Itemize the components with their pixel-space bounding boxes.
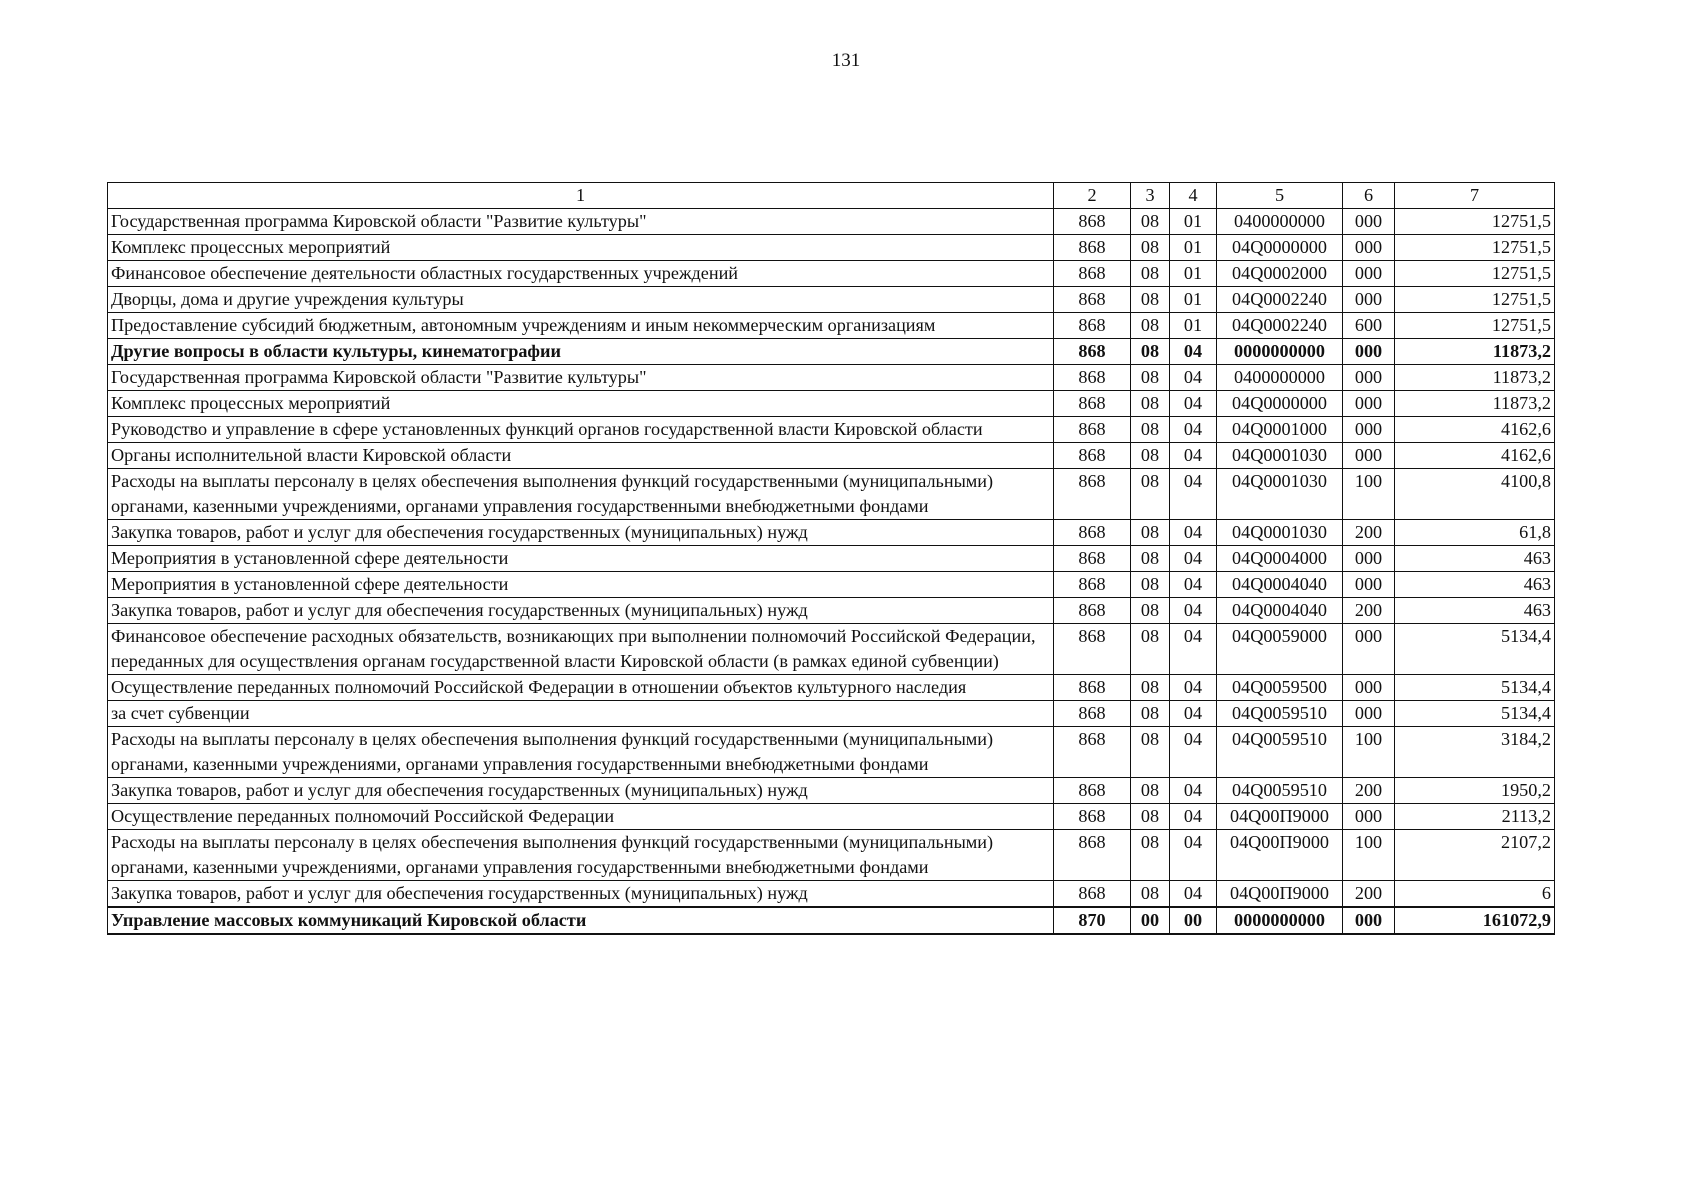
target-article-code: 0000000000 xyxy=(1217,339,1343,365)
table-row xyxy=(108,261,1555,287)
amount: 12751,5 xyxy=(1395,313,1555,339)
target-article-code: 04Q0059510 xyxy=(1217,778,1343,804)
subsection-code: 04 xyxy=(1170,675,1217,701)
subsection-code: 01 xyxy=(1170,209,1217,235)
amount: 4162,6 xyxy=(1395,417,1555,443)
target-article-code: 04Q0059510 xyxy=(1217,727,1343,778)
amount: 2107,2 xyxy=(1395,830,1555,881)
target-article-code: 04Q0004040 xyxy=(1217,572,1343,598)
expense-type-code: 000 xyxy=(1343,339,1395,365)
subsection-code: 04 xyxy=(1170,365,1217,391)
ministry-code: 868 xyxy=(1054,598,1131,624)
section-code: 08 xyxy=(1131,881,1170,908)
subsection-code: 04 xyxy=(1170,469,1217,520)
table-header-row xyxy=(108,183,1555,209)
section-code: 08 xyxy=(1131,391,1170,417)
expense-type-code: 000 xyxy=(1343,624,1395,675)
subsection-code: 04 xyxy=(1170,624,1217,675)
ministry-code: 868 xyxy=(1054,287,1131,313)
amount: 3184,2 xyxy=(1395,727,1555,778)
table-row xyxy=(108,624,1555,675)
subsection-code: 04 xyxy=(1170,339,1217,365)
row-name: Осуществление переданных полномочий Российской Федерации в отношении объектов культурного наследия xyxy=(108,675,1054,701)
section-code: 08 xyxy=(1131,339,1170,365)
amount: 6 xyxy=(1395,881,1555,908)
target-article-code: 04Q0002240 xyxy=(1217,313,1343,339)
expense-type-code: 000 xyxy=(1343,365,1395,391)
section-code: 08 xyxy=(1131,365,1170,391)
table-row xyxy=(108,313,1555,339)
section-code: 08 xyxy=(1131,235,1170,261)
section-code: 08 xyxy=(1131,209,1170,235)
target-article-code: 04Q0000000 xyxy=(1217,235,1343,261)
amount: 12751,5 xyxy=(1395,235,1555,261)
row-name: Закупка товаров, работ и услуг для обеспечения государственных (муниципальных) нужд xyxy=(108,520,1054,546)
header-col-6: 6 xyxy=(1343,183,1395,209)
subsection-code: 01 xyxy=(1170,235,1217,261)
subsection-code: 04 xyxy=(1170,520,1217,546)
header-col-3: 3 xyxy=(1131,183,1170,209)
expense-type-code: 000 xyxy=(1343,675,1395,701)
subsection-code: 01 xyxy=(1170,261,1217,287)
target-article-code: 04Q0001030 xyxy=(1217,443,1343,469)
amount: 4100,8 xyxy=(1395,469,1555,520)
target-article-code: 0400000000 xyxy=(1217,365,1343,391)
amount: 2113,2 xyxy=(1395,804,1555,830)
target-article-code: 0000000000 xyxy=(1217,907,1343,934)
ministry-code: 868 xyxy=(1054,572,1131,598)
subsection-code: 04 xyxy=(1170,830,1217,881)
section-code: 08 xyxy=(1131,520,1170,546)
row-name: Другие вопросы в области культуры, кинематографии xyxy=(108,339,1054,365)
target-article-code: 04Q0002000 xyxy=(1217,261,1343,287)
ministry-code: 868 xyxy=(1054,881,1131,908)
subsection-code: 04 xyxy=(1170,881,1217,908)
ministry-code: 868 xyxy=(1054,546,1131,572)
header-col-4: 4 xyxy=(1170,183,1217,209)
expense-type-code: 000 xyxy=(1343,235,1395,261)
subsection-code: 04 xyxy=(1170,727,1217,778)
ministry-code: 868 xyxy=(1054,365,1131,391)
row-name: Органы исполнительной власти Кировской области xyxy=(108,443,1054,469)
section-code: 00 xyxy=(1131,907,1170,934)
row-name: Предоставление субсидий бюджетным, автономным учреждениям и иным некоммерческим организациям xyxy=(108,313,1054,339)
amount: 161072,9 xyxy=(1395,907,1555,934)
row-name: Финансовое обеспечение расходных обязательств, возникающих при выполнении полномочий Российской Федерации, переданных для осуществления органам государственной власти Кировской области (в рамках единой субвенции) xyxy=(108,624,1054,675)
section-code: 08 xyxy=(1131,287,1170,313)
ministry-code: 868 xyxy=(1054,727,1131,778)
ministry-code: 868 xyxy=(1054,520,1131,546)
row-name: Управление массовых коммуникаций Кировской области xyxy=(108,907,1054,934)
subsection-code: 04 xyxy=(1170,778,1217,804)
expense-type-code: 200 xyxy=(1343,881,1395,908)
ministry-code: 870 xyxy=(1054,907,1131,934)
subsection-code: 04 xyxy=(1170,546,1217,572)
target-article-code: 04Q00П9000 xyxy=(1217,830,1343,881)
row-name: Финансовое обеспечение деятельности областных государственных учреждений xyxy=(108,261,1054,287)
ministry-code: 868 xyxy=(1054,624,1131,675)
subsection-code: 04 xyxy=(1170,804,1217,830)
table-row xyxy=(108,804,1555,830)
table-row xyxy=(108,287,1555,313)
subsection-code: 04 xyxy=(1170,417,1217,443)
table-row xyxy=(108,469,1555,520)
table-row xyxy=(108,235,1555,261)
ministry-code: 868 xyxy=(1054,339,1131,365)
table-body xyxy=(108,209,1555,935)
section-code: 08 xyxy=(1131,313,1170,339)
target-article-code: 04Q0059000 xyxy=(1217,624,1343,675)
amount: 463 xyxy=(1395,546,1555,572)
expense-type-code: 000 xyxy=(1343,443,1395,469)
expense-type-code: 200 xyxy=(1343,778,1395,804)
row-name: Расходы на выплаты персоналу в целях обеспечения выполнения функций государственными (муниципальными) органами, казенными учреждениями, органами управления государственными внебюджетными фондами xyxy=(108,830,1054,881)
header-col-1: 1 xyxy=(108,183,1054,209)
ministry-code: 868 xyxy=(1054,804,1131,830)
target-article-code: 04Q00П9000 xyxy=(1217,804,1343,830)
target-article-code: 04Q0059510 xyxy=(1217,701,1343,727)
row-name: Закупка товаров, работ и услуг для обеспечения государственных (муниципальных) нужд xyxy=(108,598,1054,624)
expense-type-code: 000 xyxy=(1343,572,1395,598)
table-row xyxy=(108,830,1555,881)
table-row xyxy=(108,417,1555,443)
target-article-code: 0400000000 xyxy=(1217,209,1343,235)
subsection-code: 00 xyxy=(1170,907,1217,934)
section-code: 08 xyxy=(1131,469,1170,520)
section-code: 08 xyxy=(1131,778,1170,804)
subsection-code: 01 xyxy=(1170,287,1217,313)
table-row xyxy=(108,520,1555,546)
expense-type-code: 200 xyxy=(1343,598,1395,624)
ministry-code: 868 xyxy=(1054,701,1131,727)
row-name: Мероприятия в установленной сфере деятельности xyxy=(108,546,1054,572)
table-row xyxy=(108,339,1555,365)
header-col-2: 2 xyxy=(1054,183,1131,209)
expense-type-code: 000 xyxy=(1343,287,1395,313)
target-article-code: 04Q0002240 xyxy=(1217,287,1343,313)
page-number: 131 xyxy=(831,50,861,71)
ministry-code: 868 xyxy=(1054,313,1131,339)
ministry-code: 868 xyxy=(1054,675,1131,701)
section-code: 08 xyxy=(1131,417,1170,443)
header-col-7: 7 xyxy=(1395,183,1555,209)
expense-type-code: 200 xyxy=(1343,520,1395,546)
expense-type-code: 600 xyxy=(1343,313,1395,339)
ministry-code: 868 xyxy=(1054,235,1131,261)
table-row xyxy=(108,391,1555,417)
amount: 5134,4 xyxy=(1395,624,1555,675)
row-name: Расходы на выплаты персоналу в целях обеспечения выполнения функций государственными (муниципальными) органами, казенными учреждениями, органами управления государственными внебюджетными фондами xyxy=(108,727,1054,778)
expense-type-code: 100 xyxy=(1343,469,1395,520)
ministry-code: 868 xyxy=(1054,778,1131,804)
amount: 463 xyxy=(1395,598,1555,624)
target-article-code: 04Q0059500 xyxy=(1217,675,1343,701)
subsection-code: 04 xyxy=(1170,391,1217,417)
row-name: Государственная программа Кировской области "Развитие культуры" xyxy=(108,365,1054,391)
section-code: 08 xyxy=(1131,830,1170,881)
table-row xyxy=(108,701,1555,727)
amount: 11873,2 xyxy=(1395,339,1555,365)
table-row xyxy=(108,572,1555,598)
subsection-code: 04 xyxy=(1170,701,1217,727)
table-row xyxy=(108,881,1555,908)
amount: 5134,4 xyxy=(1395,701,1555,727)
expense-type-code: 100 xyxy=(1343,727,1395,778)
ministry-code: 868 xyxy=(1054,209,1131,235)
target-article-code: 04Q0004040 xyxy=(1217,598,1343,624)
section-code: 08 xyxy=(1131,624,1170,675)
amount: 4162,6 xyxy=(1395,443,1555,469)
table-row xyxy=(108,365,1555,391)
table-row xyxy=(108,907,1555,934)
amount: 12751,5 xyxy=(1395,209,1555,235)
table-row xyxy=(108,443,1555,469)
target-article-code: 04Q0001030 xyxy=(1217,469,1343,520)
subsection-code: 04 xyxy=(1170,598,1217,624)
ministry-code: 868 xyxy=(1054,391,1131,417)
row-name: Руководство и управление в сфере установленных функций органов государственной власти Кировской области xyxy=(108,417,1054,443)
row-name: Закупка товаров, работ и услуг для обеспечения государственных (муниципальных) нужд xyxy=(108,881,1054,908)
section-code: 08 xyxy=(1131,701,1170,727)
section-code: 08 xyxy=(1131,261,1170,287)
row-name: Государственная программа Кировской области "Развитие культуры" xyxy=(108,209,1054,235)
ministry-code: 868 xyxy=(1054,443,1131,469)
target-article-code: 04Q0001030 xyxy=(1217,520,1343,546)
amount: 11873,2 xyxy=(1395,391,1555,417)
amount: 1950,2 xyxy=(1395,778,1555,804)
expense-type-code: 100 xyxy=(1343,830,1395,881)
row-name: Осуществление переданных полномочий Российской Федерации xyxy=(108,804,1054,830)
ministry-code: 868 xyxy=(1054,469,1131,520)
target-article-code: 04Q00П9000 xyxy=(1217,881,1343,908)
table-row xyxy=(108,778,1555,804)
section-code: 08 xyxy=(1131,675,1170,701)
subsection-code: 04 xyxy=(1170,443,1217,469)
row-name: за счет субвенции xyxy=(108,701,1054,727)
section-code: 08 xyxy=(1131,572,1170,598)
ministry-code: 868 xyxy=(1054,830,1131,881)
table-row xyxy=(108,546,1555,572)
amount: 11873,2 xyxy=(1395,365,1555,391)
row-name: Мероприятия в установленной сфере деятельности xyxy=(108,572,1054,598)
section-code: 08 xyxy=(1131,804,1170,830)
table-row xyxy=(108,209,1555,235)
section-code: 08 xyxy=(1131,443,1170,469)
expense-type-code: 000 xyxy=(1343,261,1395,287)
section-code: 08 xyxy=(1131,598,1170,624)
row-name: Расходы на выплаты персоналу в целях обеспечения выполнения функций государственными (муниципальными) органами, казенными учреждениями, органами управления государственными внебюджетными фондами xyxy=(108,469,1054,520)
expense-type-code: 000 xyxy=(1343,546,1395,572)
expense-type-code: 000 xyxy=(1343,701,1395,727)
row-name: Дворцы, дома и другие учреждения культуры xyxy=(108,287,1054,313)
expense-type-code: 000 xyxy=(1343,907,1395,934)
table-row xyxy=(108,598,1555,624)
section-code: 08 xyxy=(1131,546,1170,572)
ministry-code: 868 xyxy=(1054,417,1131,443)
budget-table xyxy=(107,182,1555,935)
expense-type-code: 000 xyxy=(1343,804,1395,830)
expense-type-code: 000 xyxy=(1343,391,1395,417)
amount: 12751,5 xyxy=(1395,261,1555,287)
amount: 5134,4 xyxy=(1395,675,1555,701)
row-name: Закупка товаров, работ и услуг для обеспечения государственных (муниципальных) нужд xyxy=(108,778,1054,804)
section-code: 08 xyxy=(1131,727,1170,778)
expense-type-code: 000 xyxy=(1343,209,1395,235)
amount: 463 xyxy=(1395,572,1555,598)
amount: 12751,5 xyxy=(1395,287,1555,313)
target-article-code: 04Q0000000 xyxy=(1217,391,1343,417)
table-row xyxy=(108,675,1555,701)
row-name: Комплекс процессных мероприятий xyxy=(108,235,1054,261)
amount: 61,8 xyxy=(1395,520,1555,546)
subsection-code: 04 xyxy=(1170,572,1217,598)
table-row xyxy=(108,727,1555,778)
expense-type-code: 000 xyxy=(1343,417,1395,443)
row-name: Комплекс процессных мероприятий xyxy=(108,391,1054,417)
target-article-code: 04Q0004000 xyxy=(1217,546,1343,572)
subsection-code: 01 xyxy=(1170,313,1217,339)
ministry-code: 868 xyxy=(1054,261,1131,287)
target-article-code: 04Q0001000 xyxy=(1217,417,1343,443)
header-col-5: 5 xyxy=(1217,183,1343,209)
